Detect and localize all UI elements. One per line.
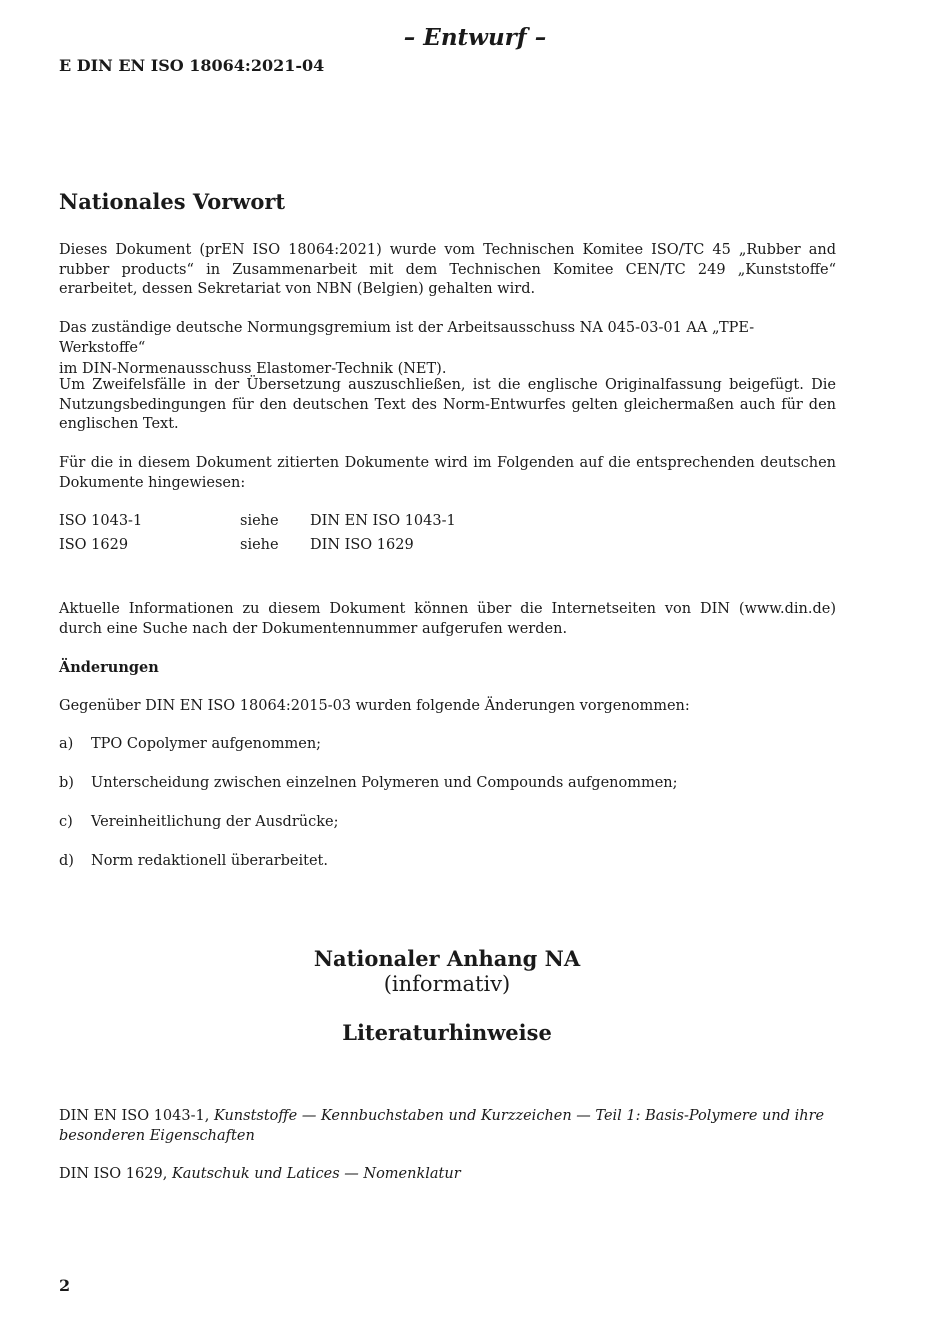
foreword-paragraph-4: Für die in diesem Dokument zitierten Dokumente wird im Folgenden auf die entsprechenden deutschen Dokumente hingewiesen: <box>59 455 836 491</box>
list-marker: c) <box>59 814 73 830</box>
list-marker: b) <box>59 775 74 791</box>
list-marker: d) <box>59 853 74 869</box>
list-text: Norm redaktionell überarbeitet. <box>91 853 328 869</box>
reference-din: DIN EN ISO 1043-1 <box>310 513 456 529</box>
list-text: TPO Copolymer aufgenommen; <box>91 736 322 752</box>
list-text: Vereinheitlichung der Ausdrücke; <box>91 814 339 830</box>
foreword-paragraph-5: Aktuelle Informationen zu diesem Dokument können über die Internetseiten von DIN (www.din.de) durch eine Suche nach der Dokumentennummer aufgerufen werden. <box>59 601 836 637</box>
reference-iso: ISO 1043-1 <box>59 513 143 529</box>
foreword-paragraph-2-line-2: im DIN-Normenausschuss Elastomer-Technik (NET). <box>59 361 447 377</box>
bibliography-heading: Literaturhinweise <box>342 1020 552 1045</box>
annex-title: Nationaler Anhang NA <box>313 946 581 971</box>
bibliography-title: Kunststoffe — Kennbuchstaben und Kurzzeichen — Teil 1: Basis-Polymere und ihre besonderen Eigenschaften <box>59 1108 825 1144</box>
document-id: E DIN EN ISO 18064:2021-04 <box>59 56 325 75</box>
bibliography-entry <box>59 1165 836 1185</box>
foreword-paragraph-3: Um Zweifelsfälle in der Übersetzung auszuschließen, ist die englische Originalfassung beigefügt. Die Nutzungsbedingungen für den deutschen Text des Norm-Entwurfes gelten gleichermaßen auch für den englischen Text. <box>59 377 836 432</box>
foreword-heading: Nationales Vorwort <box>59 189 286 214</box>
reference-see: siehe <box>240 537 279 553</box>
foreword-paragraph-2-line-1: Das zuständige deutsche Normungsgremium ist der Arbeitsausschuss NA 045-03-01 AA „TPE-Werkstoffe“ <box>59 320 755 356</box>
draft-banner: – Entwurf – <box>403 24 547 51</box>
bibliography-ref: DIN EN ISO 1043-1, <box>59 1108 214 1124</box>
bibliography-title: Kautschuk und Latices — Nomenklatur <box>171 1166 461 1182</box>
page-number: 2 <box>59 1276 71 1295</box>
list-text: Unterscheidung zwischen einzelnen Polymeren und Compounds aufgenommen; <box>91 775 678 791</box>
reference-iso: ISO 1629 <box>59 537 129 553</box>
changes-intro: Gegenüber DIN EN ISO 18064:2015-03 wurden folgende Änderungen vorgenommen: <box>59 698 690 714</box>
foreword-paragraph-2 <box>59 319 836 380</box>
annex-subtitle: (informativ) <box>383 972 511 996</box>
reference-din: DIN ISO 1629 <box>310 537 414 553</box>
changes-heading: Änderungen <box>59 659 159 676</box>
foreword-paragraph-1: Dieses Dokument (prEN ISO 18064:2021) wurde vom Technischen Komitee ISO/TC 45 „Rubber and rubber products“ in Zusammenarbeit mit dem Technischen Komitee CEN/TC 249 „Kunststoffe“ erarbeitet, dessen Sekretariat von NBN (Belgien) gehalten wird. <box>59 242 836 297</box>
reference-see: siehe <box>240 513 279 529</box>
bibliography-entry <box>59 1107 836 1146</box>
bibliography-ref: DIN ISO 1629, <box>59 1166 172 1182</box>
list-marker: a) <box>59 736 74 752</box>
